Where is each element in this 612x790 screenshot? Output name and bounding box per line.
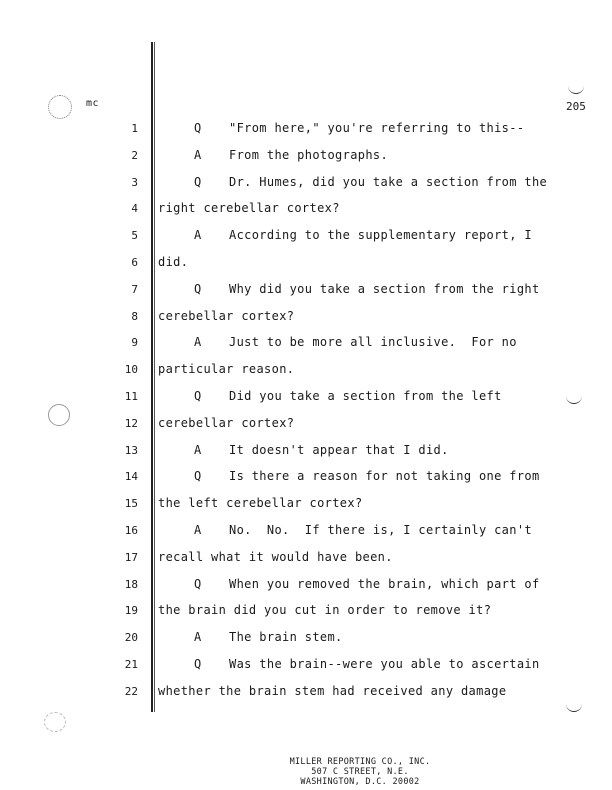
line-number: 3 — [131, 176, 138, 189]
testimony-text: the left cerebellar cortex? — [158, 496, 363, 510]
line-number: 9 — [131, 336, 138, 349]
line-number: 13 — [124, 444, 138, 457]
testimony-text: The brain stem. — [229, 630, 343, 644]
line-number: 16 — [124, 524, 138, 537]
testimony-text: No. No. If there is, I certainly can't — [229, 523, 532, 537]
speaker-label: Q — [194, 469, 202, 483]
check-mark — [566, 702, 582, 712]
speaker-label: A — [194, 630, 202, 644]
hole-punch-mark — [44, 712, 66, 732]
left-margin-rule — [151, 42, 153, 712]
testimony-text: did. — [158, 255, 189, 269]
testimony-text: When you removed the brain, which part of — [229, 577, 540, 591]
testimony-text: cerebellar cortex? — [158, 309, 295, 323]
testimony-text: Just to be more all inclusive. For no — [229, 335, 517, 349]
footer-company: MILLER REPORTING CO., INC. — [289, 757, 431, 767]
line-number: 19 — [124, 604, 138, 617]
check-mark — [568, 84, 584, 94]
testimony-text: cerebellar cortex? — [158, 416, 295, 430]
testimony-text: Is there a reason for not taking one from — [229, 469, 540, 483]
testimony-text: Dr. Humes, did you take a section from the — [229, 175, 548, 189]
speaker-label: Q — [194, 175, 202, 189]
page-number: 205 — [566, 100, 586, 113]
line-number: 7 — [131, 283, 138, 296]
testimony-text: whether the brain stem had received any damage — [158, 684, 507, 698]
testimony-text: right cerebellar cortex? — [158, 201, 340, 215]
testimony-text: the brain did you cut in order to remove it? — [158, 603, 492, 617]
hole-punch-mark — [48, 95, 72, 119]
left-margin-rule — [154, 42, 155, 712]
footer-street: 507 C STREET, N.E. — [311, 767, 409, 777]
line-number: 2 — [131, 149, 138, 162]
footer-city: WASHINGTON, D.C. 20002 — [300, 777, 420, 787]
line-number: 10 — [124, 363, 138, 376]
line-number: 22 — [124, 685, 138, 698]
speaker-label: A — [194, 335, 202, 349]
line-number: 21 — [124, 658, 138, 671]
reporter-initials: mc — [86, 98, 100, 109]
testimony-text: Was the brain--were you able to ascertain — [229, 657, 540, 671]
testimony-text: It doesn't appear that I did. — [229, 443, 449, 457]
line-number: 8 — [131, 310, 138, 323]
speaker-label: A — [194, 523, 202, 537]
speaker-label: Q — [194, 389, 202, 403]
speaker-label: A — [194, 148, 202, 162]
speaker-label: Q — [194, 577, 202, 591]
hole-punch-mark — [48, 404, 70, 426]
testimony-text: Why did you take a section from the right — [229, 282, 540, 296]
speaker-label: Q — [194, 121, 202, 135]
line-number: 5 — [131, 229, 138, 242]
check-mark — [566, 394, 582, 404]
testimony-text: recall what it would have been. — [158, 550, 393, 564]
testimony-text: "From here," you're referring to this-- — [229, 121, 525, 135]
testimony-text: From the photographs. — [229, 148, 389, 162]
line-number: 12 — [124, 417, 138, 430]
line-number: 1 — [131, 122, 138, 135]
speaker-label: A — [194, 228, 202, 242]
line-number: 14 — [124, 470, 138, 483]
testimony-text: particular reason. — [158, 362, 295, 376]
speaker-label: Q — [194, 657, 202, 671]
line-number: 18 — [124, 578, 138, 591]
line-number: 17 — [124, 551, 138, 564]
line-number: 15 — [124, 497, 138, 510]
testimony-text: Did you take a section from the left — [229, 389, 502, 403]
line-number: 11 — [124, 390, 138, 403]
line-number: 20 — [124, 631, 138, 644]
line-number: 4 — [131, 202, 138, 215]
line-number: 6 — [131, 256, 138, 269]
testimony-text: According to the supplementary report, I — [229, 228, 532, 242]
speaker-label: Q — [194, 282, 202, 296]
speaker-label: A — [194, 443, 202, 457]
